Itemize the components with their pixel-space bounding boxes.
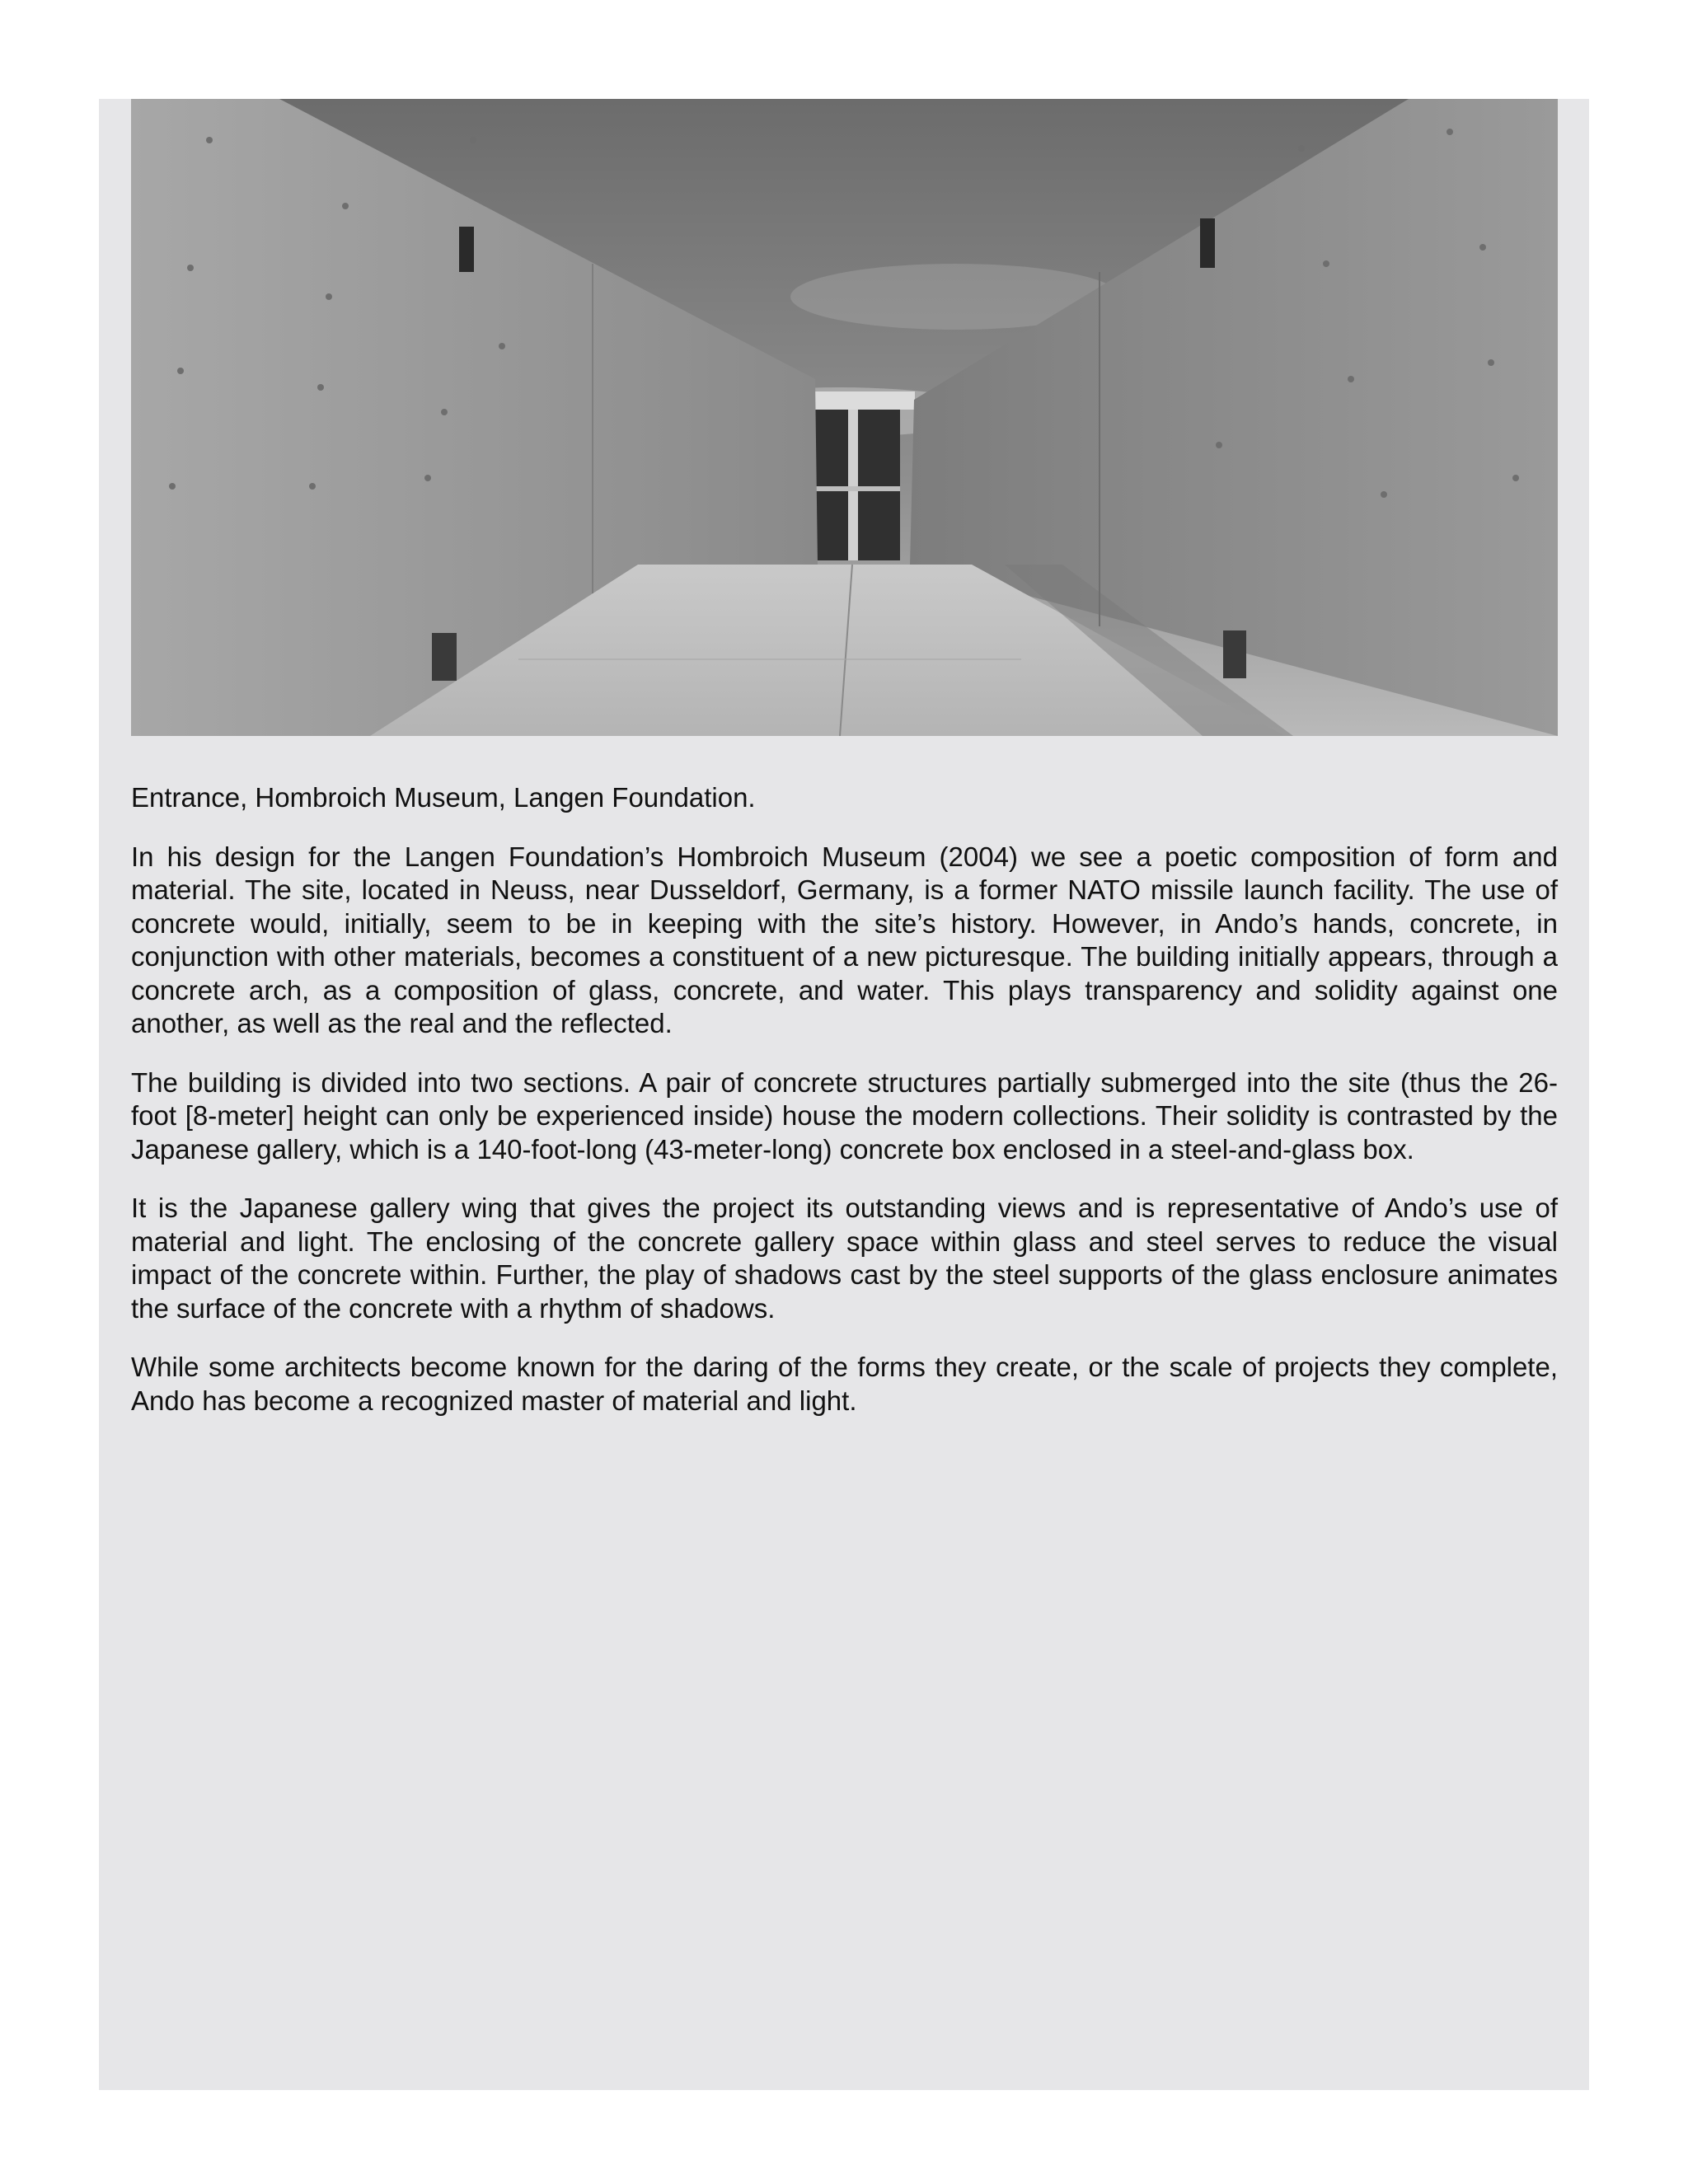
photo-caption: Entrance, Hombroich Museum, Langen Foundation.	[131, 782, 756, 813]
paragraph-2: The building is divided into two sections. A pair of concrete structures partially submerged into the site (thus the 26-foot [8-meter] height can only be experienced inside) house the modern collections. Their solidity is contrasted by the Japanese gallery, which is a 140-foot-long (43-meter-long) concrete box enclosed in a steel-and-glass box.	[131, 1066, 1558, 1165]
paragraph-1: In his design for the Langen Foundation’s Hombroich Museum (2004) we see a poetic composition of form and material. The site, located in Neuss, near Dusseldorf, Germany, is a former NATO missile launch facility. The use of concrete would, initially, seem to be in keeping with the site’s history. However, in Ando’s hands, concrete, in conjunction with other materials, becomes a constituent of a new picturesque. The building initially appears, through a concrete arch, as a composition of glass, concrete, and water. This plays transparency and solidity against one another, as well as the real and the reflected.	[131, 841, 1558, 1038]
paragraph-4: While some architects become known for the daring of the forms they create, or the scale of projects they complete, Ando has become a recognized master of material and light.	[131, 1352, 1558, 1416]
paragraph-3: It is the Japanese gallery wing that gives the project its outstanding views and is representative of Ando’s use of material and light. The enclosing of the concrete gallery space within glass and steel serves to reduce the visual impact of the concrete within. Further, the play of shadows cast by the steel supports of the glass enclosure animates the surface of the concrete with a rhythm of shadows.	[131, 1193, 1558, 1324]
article-text	[131, 781, 1558, 1443]
entrance-photo	[131, 99, 1558, 736]
photo-icon	[131, 99, 1558, 736]
page-panel	[99, 99, 1589, 2090]
